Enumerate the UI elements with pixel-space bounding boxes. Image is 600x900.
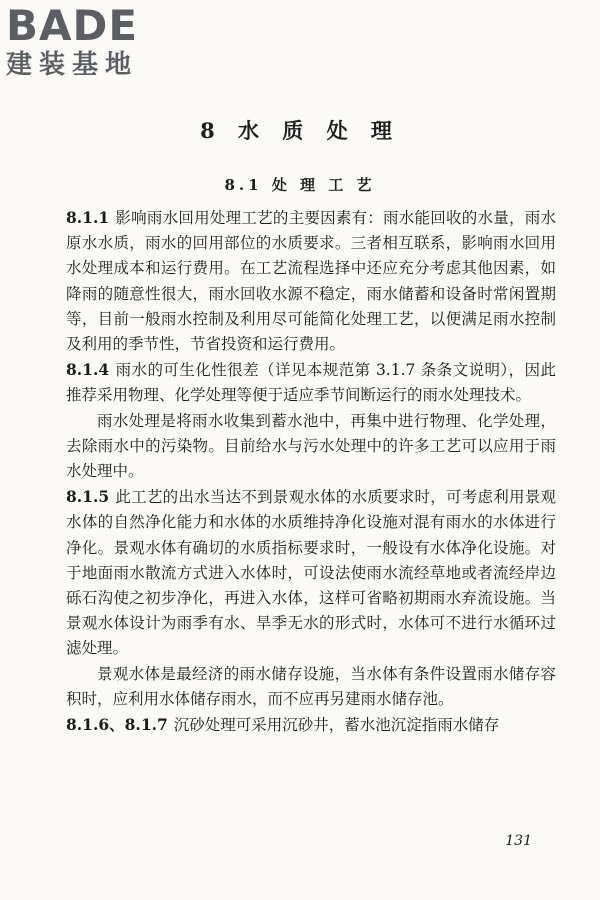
page-number: 131: [505, 833, 532, 849]
paragraph-8-1-6-7: [66, 712, 556, 738]
clause-number: 8.1.4: [66, 360, 110, 380]
paragraph-text: 沉砂处理可采用沉砂井，蓄水池沉淀指雨水储存: [173, 716, 500, 735]
logo-brand: BADE: [6, 1, 139, 50]
paragraph-text: 此工艺的出水当达不到景观水体的水质要求时，可考虑利用景观水体的自然净化能力和水体的水质维持净化设施对混有雨水的水体进行净化。景观水体有确切的水质指标要求时，一般设有水体净化设施。对于地面雨水散流方式进入水体时，可设法使雨水流经草地或者流经岸边砾石沟使之初步净化，再进入水体，这样可省略初期雨水弃流设施。当景观水体设计为雨季有水、旱季无水的形式时，水体可不进行水循环过滤处理。: [66, 488, 556, 658]
paragraph-text: 雨水的可生化性很差（详见本规范第 3.1.7 条条文说明），因此推荐采用物理、化学处理等便于适应季节间断运行的雨水处理技术。: [66, 361, 556, 405]
logo-subtitle: 建装基地: [6, 50, 139, 80]
paragraph-8-1-4: [66, 357, 556, 408]
body-text: [66, 205, 556, 738]
clause-number: 8.1.5: [66, 487, 110, 507]
clause-number: 8.1.6、8.1.7: [66, 715, 168, 735]
paragraph-8-1-5: [66, 484, 556, 661]
paragraph-text: 影响雨水回用处理工艺的主要因素有：雨水能回收的水量，雨水原水水质，雨水的回用部位的水质要求。三者相互联系，影响雨水回用水处理成本和运行费用。在工艺流程选择中还应充分考虑其他因素，如降雨的随意性很大，雨水回收水源不稳定，雨水储蓄和设备时常闲置期等，目前一般雨水控制及利用尽可能简化处理工艺，以便满足雨水控制及利用的季节性，节省投资和运行费用。: [66, 209, 556, 354]
clause-number: 8.1.1: [66, 208, 110, 227]
paragraph-continuation: [66, 409, 556, 485]
bade-logo: [6, 1, 139, 80]
paragraph-8-1-1: [66, 205, 556, 357]
paragraph-text: 景观水体是最经济的雨水储存设施，当水体有条件设置雨水储存容积时，应利用水体储存雨水，而不应再另建雨水储存池。: [66, 664, 556, 708]
chapter-title: 8 水 质 处 理: [200, 118, 400, 143]
paragraph-text: 雨水处理是将雨水收集到蓄水池中，再集中进行物理、化学处理，去除雨水中的污染物。目前给水与污水处理中的许多工艺可以应用于雨水处理中。: [66, 411, 556, 481]
paragraph-continuation: [66, 662, 556, 712]
section-title: 8.1 处 理 工 艺: [224, 176, 376, 194]
